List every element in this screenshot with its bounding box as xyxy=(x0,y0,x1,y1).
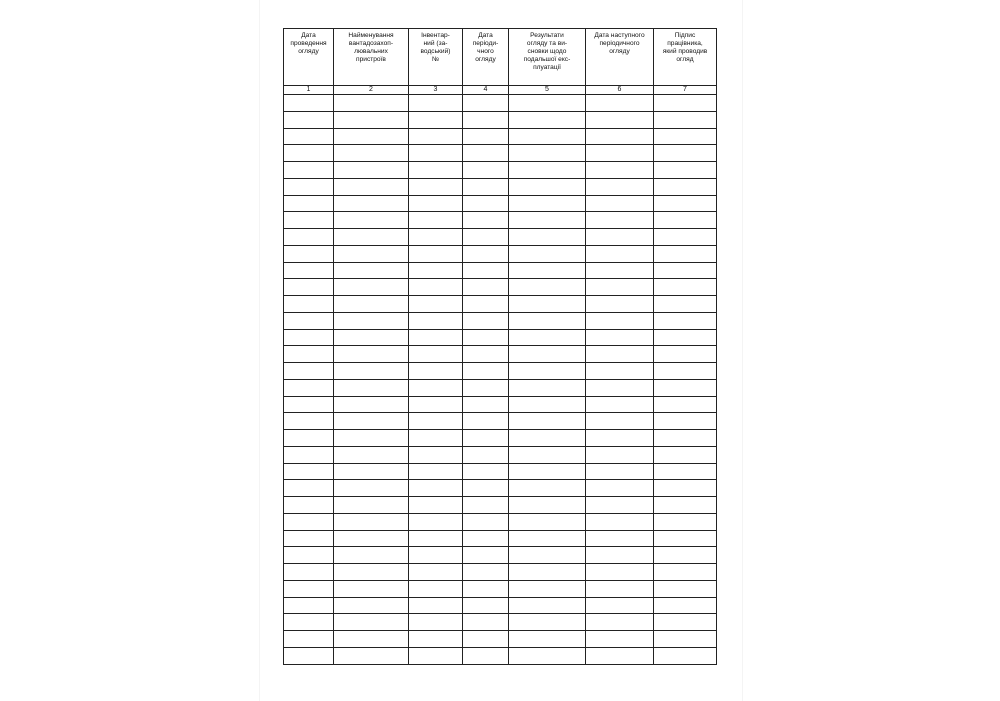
column-number: 3 xyxy=(409,86,463,95)
table-cell xyxy=(509,497,586,514)
table-row xyxy=(284,195,717,212)
header-periodic-inspection-date: Дата періоди- чного огляду xyxy=(463,29,509,86)
table-cell xyxy=(509,262,586,279)
table-cell xyxy=(334,229,409,246)
table-cell xyxy=(586,547,654,564)
table-cell xyxy=(409,128,463,145)
table-cell xyxy=(334,178,409,195)
table-cell xyxy=(463,480,509,497)
table-cell xyxy=(284,145,334,162)
table-cell xyxy=(509,446,586,463)
table-row xyxy=(284,597,717,614)
table-cell xyxy=(654,162,717,179)
table-cell xyxy=(463,279,509,296)
table-cell xyxy=(463,229,509,246)
table-row xyxy=(284,614,717,631)
table-cell xyxy=(586,279,654,296)
table-cell xyxy=(586,178,654,195)
table-cell xyxy=(284,631,334,648)
table-cell xyxy=(284,614,334,631)
table-cell xyxy=(409,229,463,246)
table-cell xyxy=(284,262,334,279)
table-cell xyxy=(284,547,334,564)
table-cell xyxy=(463,346,509,363)
table-row xyxy=(284,162,717,179)
table-cell xyxy=(463,396,509,413)
table-cell xyxy=(409,245,463,262)
table-cell xyxy=(586,162,654,179)
table-row xyxy=(284,564,717,581)
table-cell xyxy=(586,212,654,229)
table-cell xyxy=(654,329,717,346)
table-cell xyxy=(409,446,463,463)
table-cell xyxy=(334,530,409,547)
table-cell xyxy=(409,413,463,430)
table-cell xyxy=(509,463,586,480)
table-cell xyxy=(586,396,654,413)
table-cell xyxy=(409,329,463,346)
table-row xyxy=(284,111,717,128)
table-cell xyxy=(586,363,654,380)
table-cell xyxy=(509,128,586,145)
table-cell xyxy=(654,614,717,631)
table-cell xyxy=(463,262,509,279)
table-cell xyxy=(509,580,586,597)
table-cell xyxy=(463,329,509,346)
table-cell xyxy=(586,597,654,614)
table-cell xyxy=(463,312,509,329)
table-cell xyxy=(509,329,586,346)
table-row xyxy=(284,279,717,296)
table-cell xyxy=(284,430,334,447)
table-cell xyxy=(586,631,654,648)
table-cell xyxy=(409,145,463,162)
table-cell xyxy=(409,363,463,380)
table-cell xyxy=(284,396,334,413)
table-row xyxy=(284,647,717,664)
table-cell xyxy=(509,279,586,296)
table-cell xyxy=(284,363,334,380)
table-cell xyxy=(284,647,334,664)
table-cell xyxy=(409,564,463,581)
table-cell xyxy=(654,597,717,614)
table-cell xyxy=(284,446,334,463)
table-cell xyxy=(334,647,409,664)
table-cell xyxy=(463,162,509,179)
table-cell xyxy=(334,614,409,631)
table-cell xyxy=(509,111,586,128)
table-cell xyxy=(509,430,586,447)
table-cell xyxy=(654,279,717,296)
table-cell xyxy=(463,145,509,162)
table-row xyxy=(284,178,717,195)
table-cell xyxy=(284,296,334,313)
table-cell xyxy=(334,513,409,530)
column-number: 7 xyxy=(654,86,717,95)
table-cell xyxy=(284,329,334,346)
table-cell xyxy=(334,480,409,497)
table-cell xyxy=(654,631,717,648)
table-cell xyxy=(509,480,586,497)
table-cell xyxy=(284,178,334,195)
table-cell xyxy=(586,379,654,396)
table-cell xyxy=(284,513,334,530)
table-cell xyxy=(284,95,334,112)
table-row xyxy=(284,480,717,497)
table-cell xyxy=(509,229,586,246)
table-cell xyxy=(463,446,509,463)
table-row xyxy=(284,396,717,413)
table-cell xyxy=(284,597,334,614)
table-cell xyxy=(409,95,463,112)
table-cell xyxy=(334,564,409,581)
table-cell xyxy=(334,145,409,162)
table-cell xyxy=(509,95,586,112)
table-cell xyxy=(586,446,654,463)
table-cell xyxy=(334,396,409,413)
table-cell xyxy=(654,480,717,497)
table-cell xyxy=(284,413,334,430)
table-cell xyxy=(654,413,717,430)
table-cell xyxy=(334,162,409,179)
table-cell xyxy=(654,312,717,329)
table-cell xyxy=(586,497,654,514)
table-cell xyxy=(284,480,334,497)
table-cell xyxy=(509,647,586,664)
table-cell xyxy=(409,279,463,296)
table-cell xyxy=(409,346,463,363)
table-cell xyxy=(334,95,409,112)
table-cell xyxy=(654,463,717,480)
column-number: 4 xyxy=(463,86,509,95)
table-cell xyxy=(654,363,717,380)
table-cell xyxy=(409,262,463,279)
table-cell xyxy=(284,111,334,128)
table-cell xyxy=(654,446,717,463)
table-cell xyxy=(586,245,654,262)
table-cell xyxy=(509,346,586,363)
table-cell xyxy=(509,312,586,329)
table-cell xyxy=(334,463,409,480)
table-row xyxy=(284,513,717,530)
table-cell xyxy=(586,111,654,128)
table-cell xyxy=(654,547,717,564)
table-cell xyxy=(654,262,717,279)
table-cell xyxy=(334,128,409,145)
table-cell xyxy=(284,580,334,597)
table-cell xyxy=(586,329,654,346)
table-cell xyxy=(654,195,717,212)
table-cell xyxy=(509,413,586,430)
table-cell xyxy=(586,480,654,497)
table-cell xyxy=(586,580,654,597)
table-cell xyxy=(463,212,509,229)
table-cell xyxy=(409,530,463,547)
column-number: 6 xyxy=(586,86,654,95)
table-cell xyxy=(654,212,717,229)
table-cell xyxy=(334,312,409,329)
table-cell xyxy=(509,145,586,162)
table-cell xyxy=(586,463,654,480)
table-cell xyxy=(334,597,409,614)
table-cell xyxy=(463,580,509,597)
table-cell xyxy=(334,111,409,128)
table-cell xyxy=(654,647,717,664)
table-cell xyxy=(586,430,654,447)
table-cell xyxy=(586,145,654,162)
table-cell xyxy=(654,245,717,262)
table-row xyxy=(284,296,717,313)
table-cell xyxy=(463,564,509,581)
table-cell xyxy=(586,513,654,530)
table-cell xyxy=(654,346,717,363)
table-cell xyxy=(409,312,463,329)
table-row xyxy=(284,547,717,564)
table-cell xyxy=(463,296,509,313)
table-cell xyxy=(463,647,509,664)
table-row xyxy=(284,497,717,514)
table-cell xyxy=(463,547,509,564)
table-cell xyxy=(334,195,409,212)
table-cell xyxy=(654,580,717,597)
table-cell xyxy=(509,396,586,413)
table-cell xyxy=(509,631,586,648)
table-cell xyxy=(654,95,717,112)
header-inspector-signature: Підпис працівника, який проводив огляд xyxy=(654,29,717,86)
table-cell xyxy=(463,430,509,447)
table-cell xyxy=(284,346,334,363)
table-cell xyxy=(334,580,409,597)
table-cell xyxy=(284,564,334,581)
table-row xyxy=(284,379,717,396)
table-cell xyxy=(463,195,509,212)
table-cell xyxy=(463,363,509,380)
table-cell xyxy=(409,480,463,497)
table-cell xyxy=(654,564,717,581)
table-cell xyxy=(586,647,654,664)
table-cell xyxy=(654,513,717,530)
table-body xyxy=(284,95,717,665)
header-inspection-date: Дата проведення огляду xyxy=(284,29,334,86)
header-device-name: Найменування вантадозахоп- лювальних пристроїв xyxy=(334,29,409,86)
table-cell xyxy=(334,413,409,430)
table-cell xyxy=(409,162,463,179)
table-cell xyxy=(509,195,586,212)
table-cell xyxy=(586,413,654,430)
table-row xyxy=(284,446,717,463)
table-cell xyxy=(654,430,717,447)
table-cell xyxy=(409,547,463,564)
table-cell xyxy=(586,564,654,581)
table-row xyxy=(284,145,717,162)
table-cell xyxy=(334,379,409,396)
table-cell xyxy=(654,145,717,162)
table-row xyxy=(284,245,717,262)
table-cell xyxy=(654,229,717,246)
table-cell xyxy=(409,513,463,530)
table-cell xyxy=(409,631,463,648)
table-cell xyxy=(463,614,509,631)
table-cell xyxy=(654,396,717,413)
table-cell xyxy=(409,497,463,514)
table-cell xyxy=(409,614,463,631)
header-row xyxy=(284,29,717,86)
table-cell xyxy=(284,229,334,246)
table-cell xyxy=(586,128,654,145)
header-inspection-results: Результати огляду та ви- сновки щодо подальшої екс- плуатації xyxy=(509,29,586,86)
table-cell xyxy=(409,597,463,614)
table-cell xyxy=(463,530,509,547)
table-cell xyxy=(509,564,586,581)
table-cell xyxy=(409,647,463,664)
table-cell xyxy=(334,346,409,363)
table-row xyxy=(284,329,717,346)
table-cell xyxy=(284,128,334,145)
table-cell xyxy=(284,463,334,480)
table-cell xyxy=(509,513,586,530)
header-next-inspection-date: Дата наступного періодичного огляду xyxy=(586,29,654,86)
table-cell xyxy=(409,396,463,413)
table-cell xyxy=(509,379,586,396)
table-cell xyxy=(509,530,586,547)
table-cell xyxy=(509,162,586,179)
table-cell xyxy=(409,111,463,128)
table-cell xyxy=(463,463,509,480)
table-cell xyxy=(409,212,463,229)
table-cell xyxy=(334,329,409,346)
table-cell xyxy=(409,580,463,597)
table-row xyxy=(284,530,717,547)
table-cell xyxy=(409,463,463,480)
table-cell xyxy=(284,162,334,179)
table-cell xyxy=(586,346,654,363)
column-number: 2 xyxy=(334,86,409,95)
column-number: 1 xyxy=(284,86,334,95)
table-cell xyxy=(284,530,334,547)
column-number-row xyxy=(284,86,717,95)
table-cell xyxy=(586,530,654,547)
table-row xyxy=(284,430,717,447)
table-cell xyxy=(463,379,509,396)
table-cell xyxy=(509,245,586,262)
table-cell xyxy=(334,446,409,463)
table-cell xyxy=(409,178,463,195)
table-cell xyxy=(654,111,717,128)
table-cell xyxy=(463,245,509,262)
table-cell xyxy=(586,614,654,631)
table-row xyxy=(284,631,717,648)
table-cell xyxy=(654,296,717,313)
table-cell xyxy=(334,631,409,648)
table-cell xyxy=(654,530,717,547)
table-cell xyxy=(509,178,586,195)
table-cell xyxy=(334,296,409,313)
table-cell xyxy=(284,497,334,514)
table-cell xyxy=(284,195,334,212)
table-row xyxy=(284,212,717,229)
table-cell xyxy=(463,413,509,430)
table-cell xyxy=(463,95,509,112)
table-cell xyxy=(509,212,586,229)
table-cell xyxy=(284,312,334,329)
table-cell xyxy=(586,262,654,279)
table-cell xyxy=(654,128,717,145)
table-row xyxy=(284,262,717,279)
table-cell xyxy=(509,547,586,564)
table-cell xyxy=(586,312,654,329)
table-cell xyxy=(463,178,509,195)
table-cell xyxy=(654,178,717,195)
table-cell xyxy=(509,614,586,631)
table-cell xyxy=(284,245,334,262)
table-cell xyxy=(334,245,409,262)
table-row xyxy=(284,580,717,597)
table-cell xyxy=(334,262,409,279)
table-cell xyxy=(284,279,334,296)
table-cell xyxy=(509,597,586,614)
table-cell xyxy=(409,379,463,396)
table-cell xyxy=(463,111,509,128)
table-row xyxy=(284,413,717,430)
table-row xyxy=(284,346,717,363)
table-cell xyxy=(509,296,586,313)
table-row xyxy=(284,363,717,380)
table-row xyxy=(284,95,717,112)
table-cell xyxy=(463,631,509,648)
table-cell xyxy=(409,430,463,447)
table-cell xyxy=(586,229,654,246)
table-row xyxy=(284,128,717,145)
table-cell xyxy=(334,363,409,380)
table-cell xyxy=(284,379,334,396)
table-cell xyxy=(654,379,717,396)
table-cell xyxy=(463,497,509,514)
table-cell xyxy=(409,296,463,313)
table-cell xyxy=(654,497,717,514)
table-cell xyxy=(334,212,409,229)
table-cell xyxy=(586,296,654,313)
table-cell xyxy=(334,547,409,564)
table-cell xyxy=(334,279,409,296)
table-cell xyxy=(463,128,509,145)
table-cell xyxy=(409,195,463,212)
table-row xyxy=(284,312,717,329)
table-cell xyxy=(334,430,409,447)
table-row xyxy=(284,463,717,480)
table-cell xyxy=(463,597,509,614)
table-cell xyxy=(586,95,654,112)
column-number: 5 xyxy=(509,86,586,95)
table-cell xyxy=(334,497,409,514)
inspection-log-table xyxy=(283,28,717,665)
table-cell xyxy=(284,212,334,229)
table-cell xyxy=(586,195,654,212)
table-cell xyxy=(509,363,586,380)
header-inventory-number: Інвентар- ний (за- водський) № xyxy=(409,29,463,86)
table-cell xyxy=(463,513,509,530)
table-row xyxy=(284,229,717,246)
